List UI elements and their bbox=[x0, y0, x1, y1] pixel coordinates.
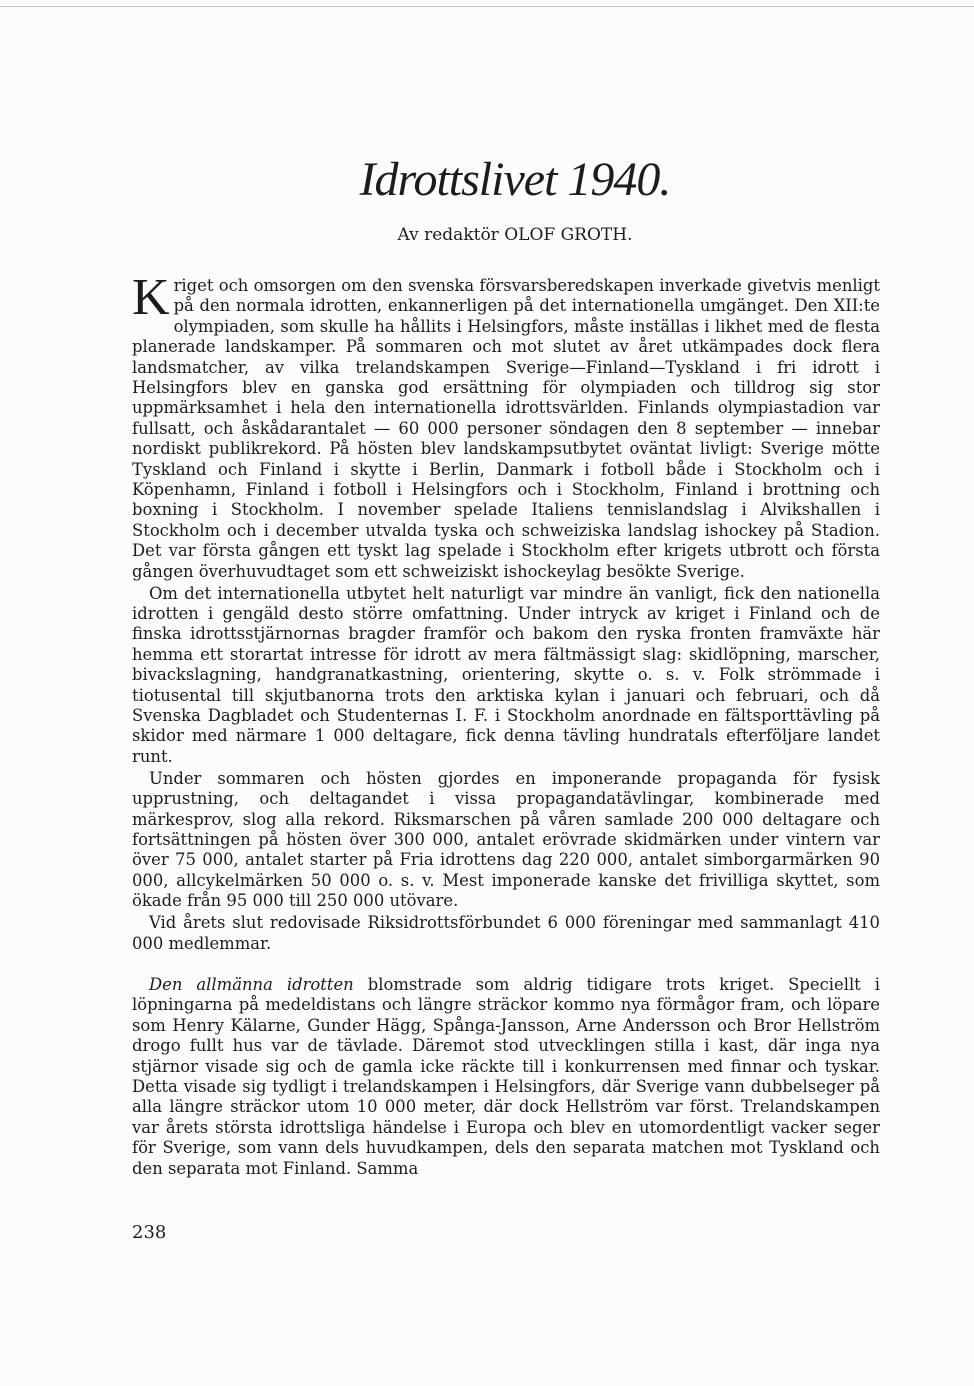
article bbox=[132, 150, 880, 1180]
paragraph-1 bbox=[132, 269, 880, 582]
article-title: Idrottslivet 1940. bbox=[359, 153, 671, 206]
paragraph-2: Om det internationella utbytet helt naturligt var mindre än vanligt, fick den nationella idrotten i gengäld desto större omfattning. Under intryck av kriget i Finland och de finska idrottsstjärnornas bragder framför och bakom den ryska fronten framväxte här hemma ett storartat intresse för idrott av mera fältmässigt slag: skidlöpning, marscher, bivackslagning, handgranatkastning, orientering, skytte o. s. v. Folk strömmade i tiotusental till skjutbanorna trots den arktiska kylan i januari och februari, och då Svenska Dagbladet och Studenternas I. F. i Stockholm anordnade en fältsporttävling på skidor med närmare 1 000 deltagare, fick denna tävling hundratals efterföljare landet runt. bbox=[132, 583, 880, 766]
section-lead-italic: Den allmänna idrotten bbox=[149, 974, 354, 994]
paragraph-5 bbox=[132, 975, 880, 1179]
paragraph-5-text: blomstrade som aldrig tidigare trots kriget. Speciellt i löpningarna på medeldistans och längre sträckor kommo nya förmågor fram, och löpare som Henry Kälarne, Gunder Hägg, Spånga-Jansson, Arne Andersson och Bror Hellström drogo fullt hus var de tävlade. Däremot stod utvecklingen stilla i kast, där inga nya stjärnor visade sig och de gamla icke räckte till i konkurrensen med finnar och tyskar. Detta visade sig tydligt i trelandskampen i Helsingfors, där Sverige vann dubbelseger på alla längre sträckor utom 10 000 meter, där dock Hellström var först. Trelandskampen var årets största idrottsliga händelse i Europa och blev en utomordentligt vacker seger för Sverige, som vann dels huvudkampen, dels den separata matchen mot Tyskland och den separata mot Finland. Samma bbox=[132, 974, 881, 1178]
scan-edge-line bbox=[0, 6, 974, 7]
paragraph-4: Vid årets slut redovisade Riksidrottsförbundet 6 000 föreningar med sammanlagt 410 000 medlemmar. bbox=[132, 913, 880, 953]
page-number: 238 bbox=[132, 1222, 167, 1243]
drop-cap: K bbox=[132, 269, 170, 326]
paragraph-3: Under sommaren och hösten gjordes en imponerande propaganda för fysisk upprustning, och deltagandet i vissa propagandatävlingar, kombinerade med märkesprov, slog alla rekord. Riksmarschen på våren samlade 200 000 deltagare och fortsättningen på hösten över 300 000, antalet erövrade skidmärken under vintern var över 75 000, antalet starter på Fria idrottens dag 220 000, antalet simborgarmärken 90 000, allcykelmärken 50 000 o. s. v. Mest imponerade kanske det frivilliga skyttet, som ökade från 95 000 till 250 000 utövare. bbox=[132, 768, 880, 911]
article-byline: Av redaktör OLOF GROTH. bbox=[397, 225, 633, 245]
paragraph-1-text: riget och omsorgen om den svenska försvarsberedskapen inverkade givetvis menligt på den normala idrotten, enkannerligen på det internationella umgänget. Den XII:te olympiaden, som skulle ha hållits i Helsingfors, måste inställas i likhet med de flesta planerade landskamper. På sommaren och mot slutet av året utkämpades dock flera landsmatcher, av vilka trelandskampen Sverige—Finland—Tyskland i fri idrott i Helsingfors blev en ganska god ersättning för olympiaden och tilldrog sig stor uppmärksamhet i hela den internationella idrottsvärlden. Finlands olympiastadion var fullsatt, och åskådarantalet — 60 000 personer söndagen den 8 september — innebar nordiskt publikrekord. På hösten blev landskampsutbytet oväntat livligt: Sverige mötte Tyskland och Finland i skytte i Berlin, Danmark i fotboll både i Stockholm och i Köpenhamn, Finland i fotboll i Helsingfors och i Stockholm, Finland i brottning och boxning i Stockholm. I november spelade Italiens tennislandslag i Alvikshallen i Stockholm och i december utvalda tyska och schweiziska landslag ishockey på Stadion. Det var första gången ett tyskt lag spelade i Stockholm efter krigets utbrott och första gången överhuvudtaget som ett schweiziskt ishockeylag besökte Sverige. bbox=[132, 276, 880, 581]
article-body bbox=[132, 269, 881, 1179]
